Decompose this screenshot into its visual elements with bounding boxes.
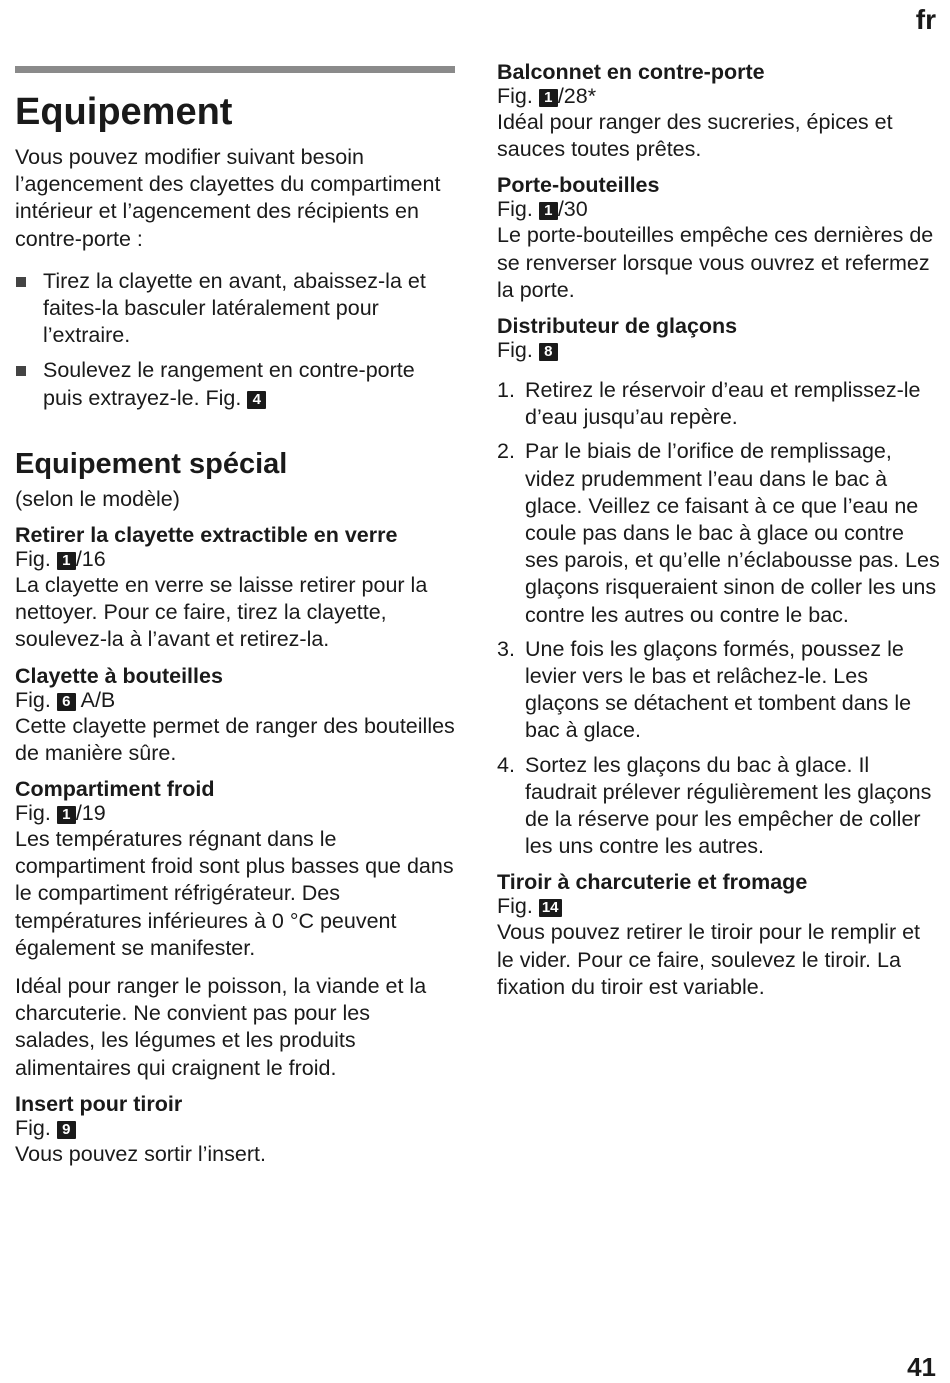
section-distributeur-glacons — [497, 314, 942, 860]
page-title: Equipement — [15, 91, 233, 133]
list-item: Tirez la clayette en avant, abaissez-la et faites-la basculer latéralement pour l’extraire. — [15, 268, 455, 350]
figure-number-box: 1 — [539, 89, 558, 107]
figure-number-box: 8 — [539, 343, 558, 361]
figure-reference: Fig. 8 — [497, 338, 942, 363]
bullet-square-icon — [16, 277, 26, 287]
section-rule — [15, 66, 455, 73]
list-item: Soulevez le rangement en contre-porte puis extrayez-le. Fig. 4 — [15, 357, 455, 411]
section-body: Cette clayette permet de ranger des bouteilles de manière sûre. — [15, 713, 455, 765]
section-porte-bouteilles — [497, 173, 942, 304]
section-compartiment-froid — [15, 777, 455, 1082]
section-body: Les températures régnant dans le compartiment froid sont plus basses que dans le compartiment réfrigérateur. Des températures inférieures à 0 °C peuvent également se manifester. — [15, 827, 454, 960]
section-body: Vous pouvez sortir l’insert. — [15, 1141, 266, 1166]
figure-number-box: 1 — [57, 552, 76, 570]
section-title: Porte-bouteilles — [497, 173, 660, 198]
section-title: Distributeur de glaçons — [497, 314, 738, 339]
section-tiroir-charcuterie — [497, 870, 942, 1001]
language-label: fr — [915, 4, 936, 35]
page-number: 41 — [907, 1352, 936, 1382]
section-body: Idéal pour ranger le poisson, la viande et la charcuterie. Ne convient pas pour les salades, les légumes et les produits alimentaires qui craignent le froid. — [15, 974, 427, 1080]
intro-paragraph: Vous pouvez modifier suivant besoin l’agencement des clayettes du compartiment intérieur et l’agencement des récipients en contre-porte : — [15, 145, 441, 251]
list-item: 1. Retirez le réservoir d’eau et remplissez-le d’eau jusqu’au repère. — [497, 378, 921, 430]
section-title: Retirer la clayette extractible en verre — [15, 523, 398, 548]
section-balconnet — [497, 60, 942, 163]
bullet-list — [15, 268, 455, 412]
figure-number-box: 1 — [539, 202, 558, 220]
right-column — [497, 0, 942, 1001]
subsection-title: Equipement spécial — [15, 447, 288, 480]
section-body: Idéal pour ranger des sucreries, épices et sauces toutes prêtes. — [497, 110, 893, 162]
figure-number-box: 6 — [57, 693, 76, 711]
figure-number-box: 9 — [57, 1121, 76, 1139]
section-body: La clayette en verre se laisse retirer pour la nettoyer. Pour ce faire, tirez la clayette, soulevez-la à l’avant et retirez-la. — [15, 573, 428, 652]
figure-reference: Fig. 1 /16 — [15, 547, 106, 572]
section-body: Le porte-bouteilles empêche ces dernières de se renverser lorsque vous ouvrez et refermez la porte. — [497, 223, 934, 302]
figure-reference: Fig. 1 /28* — [497, 84, 597, 108]
section-title: Balconnet en contre-porte — [497, 60, 765, 84]
list-item: 2. Par le biais de l’orifice de remplissage, videz prudemment l’eau dans le bac à glace. Veillez ce faisant à ce que l’eau ne coule pas dans le bac à glace ou contre ses parois, et qu’elle n’éclabousse pas. Les glaçons risqueraient sinon de coller les uns contre les autres ou contre le bac. — [497, 439, 940, 627]
subsection-note: (selon le modèle) — [15, 486, 180, 511]
section-title: Tiroir à charcuterie et fromage — [497, 870, 808, 895]
figure-number-box: 14 — [539, 899, 562, 917]
figure-reference: Fig. 14 — [497, 894, 942, 919]
section-clayette-bouteilles — [15, 664, 455, 767]
section-body: Vous pouvez retirer le tiroir pour le remplir et le vider. Pour ce faire, soulevez le tiroir. La fixation du tiroir est variable. — [497, 920, 921, 999]
figure-reference: Fig. 9 — [15, 1116, 455, 1141]
figure-reference: Fig. 1 /19 — [15, 801, 106, 826]
list-item: 3. Une fois les glaçons formés, poussez le levier vers le bas et relâchez-le. Les glaçons se détachent et tombent dans le bac à glace. — [497, 636, 912, 743]
section-title: Insert pour tiroir — [15, 1091, 183, 1116]
section-title: Compartiment froid — [15, 777, 215, 802]
bullet-square-icon — [16, 366, 26, 376]
section-insert-tiroir — [15, 1092, 455, 1168]
list-item: 4. Sortez les glaçons du bac à glace. Il faudrait prélever régulièrement les glaçons de la réserve pour les empêcher de coller les uns contre les autres. — [497, 752, 932, 859]
figure-reference: Fig. 6 A/B — [15, 687, 116, 712]
section-retirer-clayette — [15, 523, 455, 654]
left-column — [15, 0, 455, 1168]
steps-list — [497, 377, 942, 860]
section-title: Clayette à bouteilles — [15, 663, 223, 688]
figure-number-box: 4 — [247, 391, 266, 409]
figure-reference: Fig. 1 /30 — [497, 197, 588, 222]
figure-number-box: 1 — [57, 806, 76, 824]
